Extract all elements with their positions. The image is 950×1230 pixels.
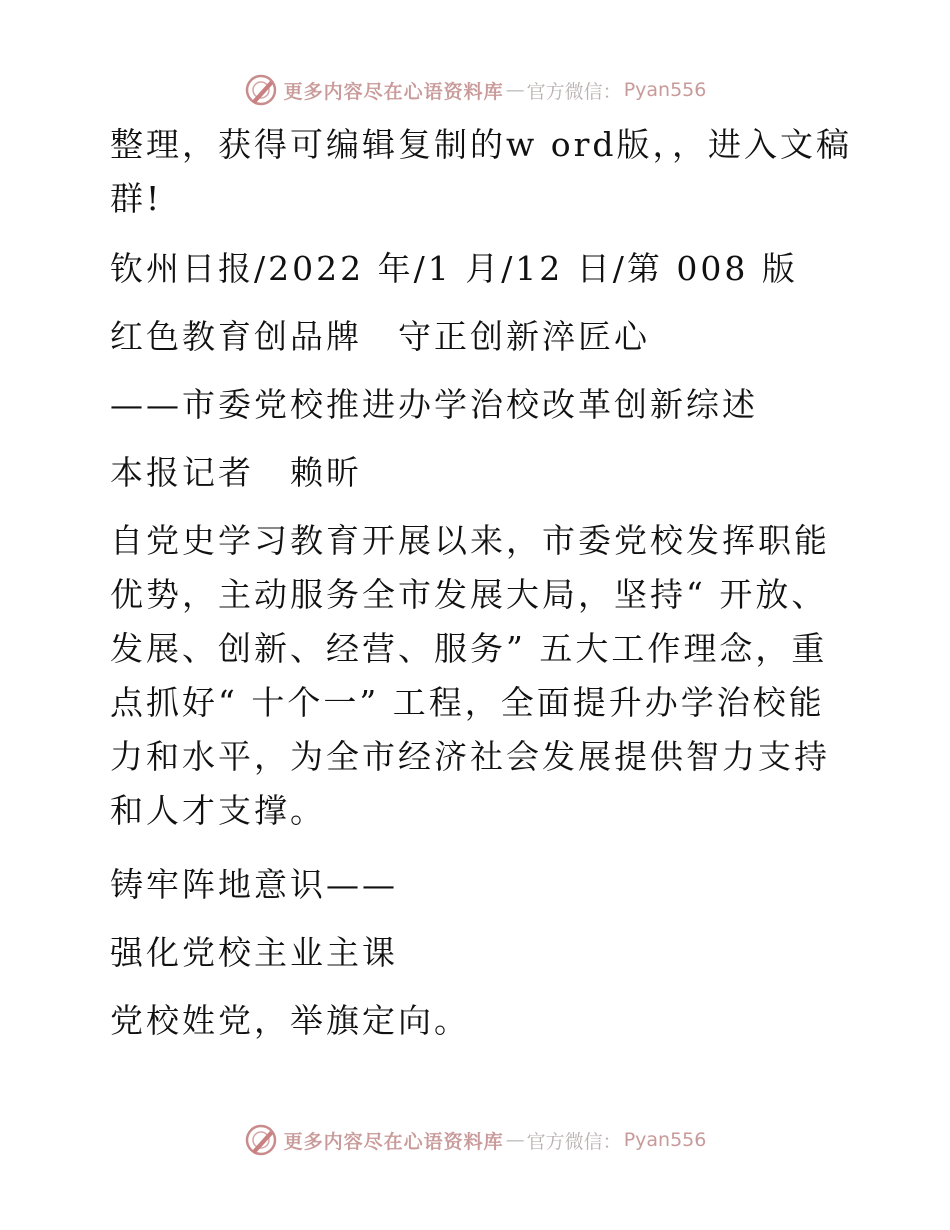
watermark-separator: — bbox=[505, 1129, 525, 1151]
intro-note: 整理，获得可编辑复制的w ord版，，进入文稿群! bbox=[110, 125, 853, 218]
watermark-footer bbox=[0, 1120, 950, 1160]
section-heading-2: 强化党校主业主课 bbox=[110, 933, 398, 972]
section-heading-1: 铸牢阵地意识—— bbox=[110, 865, 398, 904]
article-title: 红色教育创品牌 守正创新淬匠心 bbox=[110, 317, 650, 356]
watermark-wechat-id: Pyan556 bbox=[623, 79, 707, 101]
source-line: 钦州日报/2022 年/1 月/12 日/第 008 版 bbox=[110, 249, 798, 288]
watermark-wechat-id: Pyan556 bbox=[623, 1129, 707, 1151]
watermark-separator: — bbox=[505, 79, 525, 101]
byline: 本报记者 赖昕 bbox=[110, 453, 362, 492]
article-subtitle: ——市委党校推进办学治校改革创新综述 bbox=[110, 385, 758, 424]
pen-logo-icon bbox=[244, 73, 278, 107]
body-paragraph: 党校姓党，举旗定向。 bbox=[110, 1001, 470, 1040]
lead-paragraph: 自党史学习教育开展以来，市委党校发挥职能优势，主动服务全市发展大局，坚持“ 开放、发展、创新、经营、服务” 五大工作理念，重点抓好“ 十个一” 工程，全面提升办学治校能力和水平，为全市经济社会发展提供智力支持和人才支撑。 bbox=[110, 521, 830, 830]
watermark-wechat-label: 官方微信： bbox=[526, 1130, 622, 1153]
watermark-wechat-label: 官方微信： bbox=[526, 80, 622, 103]
watermark-text: 更多内容尽在心语资料库 bbox=[283, 80, 504, 103]
document-body bbox=[100, 118, 860, 1062]
watermark-text: 更多内容尽在心语资料库 bbox=[283, 1130, 504, 1153]
watermark-header bbox=[0, 70, 950, 110]
pen-logo-icon bbox=[244, 1123, 278, 1157]
